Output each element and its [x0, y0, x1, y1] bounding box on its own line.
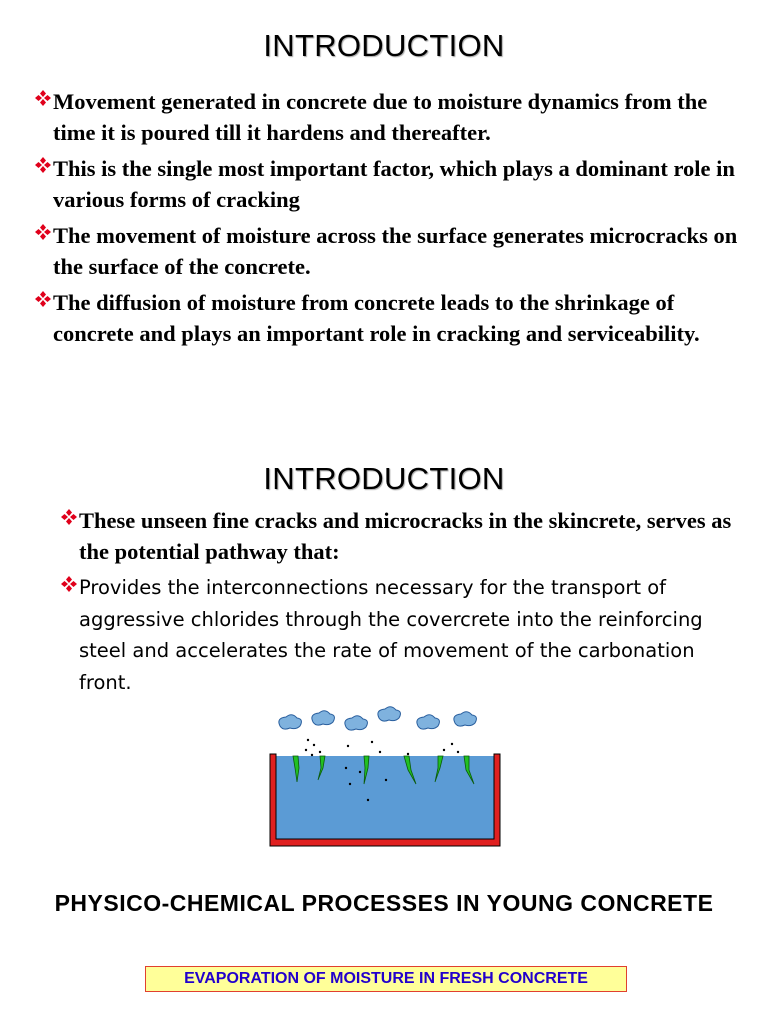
bullet-item [60, 505, 740, 567]
evaporation-diagram-icon [268, 706, 502, 850]
bullet-text: Provides the interconnections necessary for the transport of aggressive chlorides through the covercrete into the reinforcing steel and accelerates the rate of movement of the carbonation front. [79, 576, 703, 694]
diamond-bullet-icon [34, 156, 52, 174]
bullet-item [60, 572, 740, 698]
figure-heading: PHYSICO-CHEMICAL PROCESSES IN YOUNG CONCRETE [54, 890, 714, 916]
diamond-bullet-icon [34, 89, 52, 107]
bullet-item [34, 287, 744, 349]
vapour-clouds [279, 707, 477, 730]
concrete-block [273, 756, 497, 842]
section-title: INTRODUCTION [263, 461, 505, 496]
diamond-bullet-icon [60, 575, 78, 593]
bullet-text: These unseen fine cracks and microcracks in the skincrete, serves as the potential pathway that: [79, 508, 732, 564]
bullet-text: Movement generated in concrete due to moisture dynamics from the time it is poured till it hardens and thereafter. [53, 89, 708, 145]
bullet-list [60, 505, 740, 703]
bullet-item [34, 86, 744, 148]
diamond-bullet-icon [60, 508, 78, 526]
bullet-item [34, 153, 744, 215]
bullet-text: This is the single most important factor, which plays a dominant role in various forms of cracking [53, 156, 735, 212]
section-title: INTRODUCTION [263, 28, 505, 63]
bullet-list [34, 86, 744, 354]
diamond-bullet-icon [34, 223, 52, 241]
bullet-item [34, 220, 744, 282]
bullet-text: The diffusion of moisture from concrete leads to the shrinkage of concrete and plays an important role in cracking and serviceability. [53, 290, 700, 346]
figure-caption: EVAPORATION OF MOISTURE IN FRESH CONCRETE [145, 966, 627, 992]
bullet-text: The movement of moisture across the surface generates microcracks on the surface of the concrete. [53, 223, 738, 279]
diamond-bullet-icon [34, 290, 52, 308]
